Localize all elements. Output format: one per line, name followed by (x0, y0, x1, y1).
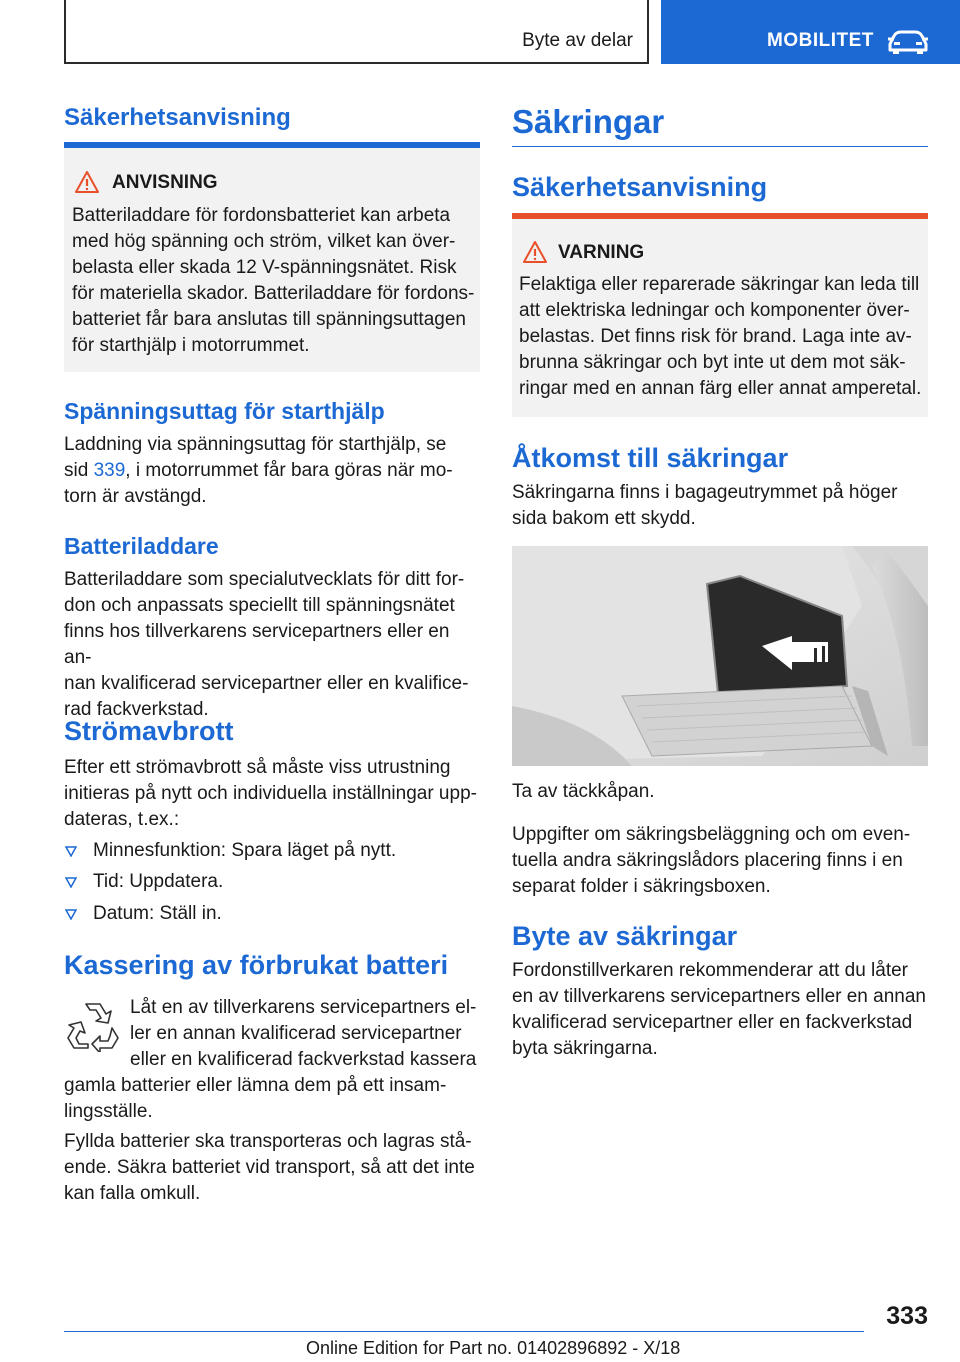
text-line: Fordonstillverkaren rekommenderar att du låter (512, 960, 909, 981)
page-link[interactable]: 339 (93, 460, 126, 481)
car-icon (886, 28, 930, 54)
header-chapter-title: MOBILITET (767, 30, 874, 51)
text-line: Uppgifter om säkringsbeläggning och om even- (512, 824, 911, 845)
notice-bar (64, 142, 480, 148)
notice-title: ANVISNING (112, 172, 218, 193)
warning-line: att elektriska ledningar och komponenter över- (519, 300, 910, 321)
text-line: lingsställe. (64, 1101, 153, 1122)
warning-line: belastas. Det finns risk för brand. Laga inte av- (519, 326, 912, 347)
notice-line: för starthjälp i motorrummet. (72, 335, 310, 356)
text-line: sid 339, i motorrummet får bara göras när mo- (64, 460, 453, 481)
list-item: Datum: Ställ in. (93, 903, 222, 924)
text-line: eller en kvalificerad fackverkstad kassera (130, 1049, 477, 1070)
text-line: nan kvalificerad servicepartner eller en kvalifice- (64, 673, 469, 694)
power-outage-heading: Strömavbrott (64, 716, 234, 746)
text-line: Batteriladdare som specialutvecklats för ditt for- (64, 569, 465, 590)
warning-bar (512, 213, 928, 219)
fuse-cover-figure (512, 546, 928, 766)
text-line: don och anpassats speciellt till spänningsnätet (64, 595, 455, 616)
footer-rule (64, 1331, 864, 1332)
notice-line: för materiella skador. Batteriladdare för fordons- (72, 283, 475, 304)
header-chapter-tab[interactable] (661, 0, 960, 64)
jump-start-heading: Spänningsuttag för starthjälp (64, 398, 385, 424)
power-outage-text (64, 755, 480, 833)
replace-heading: Byte av säkringar (512, 921, 738, 951)
warning-title: VARNING (558, 242, 645, 263)
access-text (512, 480, 928, 532)
disposal-heading: Kassering av förbrukat batteri (64, 950, 449, 980)
disposal-text (64, 1073, 480, 1125)
bullet-triangle-icon (65, 908, 77, 920)
text-line: byta säkringarna. (512, 1038, 658, 1059)
fuse-cover-illustration (512, 546, 928, 766)
transport-text (64, 1129, 480, 1207)
page-number: 333 (886, 1302, 928, 1330)
warning-line: Felaktiga eller reparerade säkringar kan leda till (519, 274, 920, 295)
fuses-chapter-heading: Säkringar (512, 103, 665, 140)
text-line: torn är avstängd. (64, 486, 207, 507)
text-line: sida bakom ett skydd. (512, 508, 696, 529)
text-line: en av tillverkarens servicepartners eller en annan (512, 986, 926, 1007)
warning-text (519, 272, 925, 402)
notice-line: belasta eller skada 12 V-spänningsnätet. Risk (72, 257, 457, 278)
warning-line: brunna säkringar och byt inte ut dem mot säk- (519, 352, 906, 373)
right-safety-heading: Säkerhetsanvisning (512, 172, 768, 202)
text-line: Låt en av tillverkarens servicepartners el- (130, 997, 477, 1018)
header-section-title: Byte av delar (522, 30, 633, 51)
text-line: Efter ett strömavbrott så måste viss utrustning (64, 757, 451, 778)
access-heading: Åtkomst till säkringar (512, 443, 789, 473)
edition-text: Online Edition for Part no. 01402896892 - X/18 (306, 1338, 681, 1358)
notice-line: Batteriladdare för fordonsbatteriet kan arbeta (72, 205, 451, 226)
text-line: initieras på nytt och individuella inställningar upp- (64, 783, 477, 804)
chapter-rule (512, 146, 928, 147)
text-line: dateras, t.ex.: (64, 809, 180, 830)
bullet-triangle-icon (65, 845, 77, 857)
text-line: gamla batterier eller lämna dem på ett insam- (64, 1075, 447, 1096)
notice-text (72, 203, 476, 359)
text-line: finns hos tillverkarens servicepartners eller en an- (64, 621, 450, 668)
figure-caption: Ta av täckkåpan. (512, 781, 655, 802)
warning-box (512, 213, 928, 417)
warning-line: ringar med en annan färg eller annat amperetal. (519, 378, 922, 399)
warning-triangle-icon (74, 170, 100, 194)
text-line: kan falla omkull. (64, 1183, 201, 1204)
charger-text (64, 567, 480, 723)
replace-text (512, 958, 928, 1062)
jump-start-text (64, 432, 480, 510)
recycle-icon (66, 998, 120, 1052)
text-line: ler en annan kvalificerad servicepartner (130, 1023, 462, 1044)
text-line: Säkringarna finns i bagageutrymmet på höger (512, 482, 898, 503)
text-line: separat folder i säkringsboxen. (512, 876, 771, 897)
disposal-text-indented (130, 995, 480, 1073)
warning-triangle-icon (522, 240, 548, 264)
charger-heading: Batteriladdare (64, 533, 219, 559)
notice-box (64, 142, 480, 372)
text-line: kvalificerad servicepartner eller en fackverkstad (512, 1012, 913, 1033)
text-line: Laddning via spänningsuttag för starthjälp, se (64, 434, 447, 455)
header-section-box (64, 0, 649, 64)
text-line: ende. Säkra batteriet vid transport, så att det inte (64, 1157, 475, 1178)
text-line: tuella andra säkringslådors placering finns i en (512, 850, 903, 871)
notice-line: batteriet får bara anslutas till spänningsuttagen (72, 309, 466, 330)
list-item: Tid: Uppdatera. (93, 871, 224, 892)
notice-line: med hög spänning och ström, vilket kan över- (72, 231, 456, 252)
list-item: Minnesfunktion: Spara läget på nytt. (93, 840, 397, 861)
text-line: Fyllda batterier ska transporteras och lagras stå- (64, 1131, 472, 1152)
info-text (512, 822, 928, 900)
text-line: rad fackverkstad. (64, 699, 209, 720)
bullet-triangle-icon (65, 876, 77, 888)
left-safety-heading: Säkerhetsanvisning (64, 104, 291, 131)
